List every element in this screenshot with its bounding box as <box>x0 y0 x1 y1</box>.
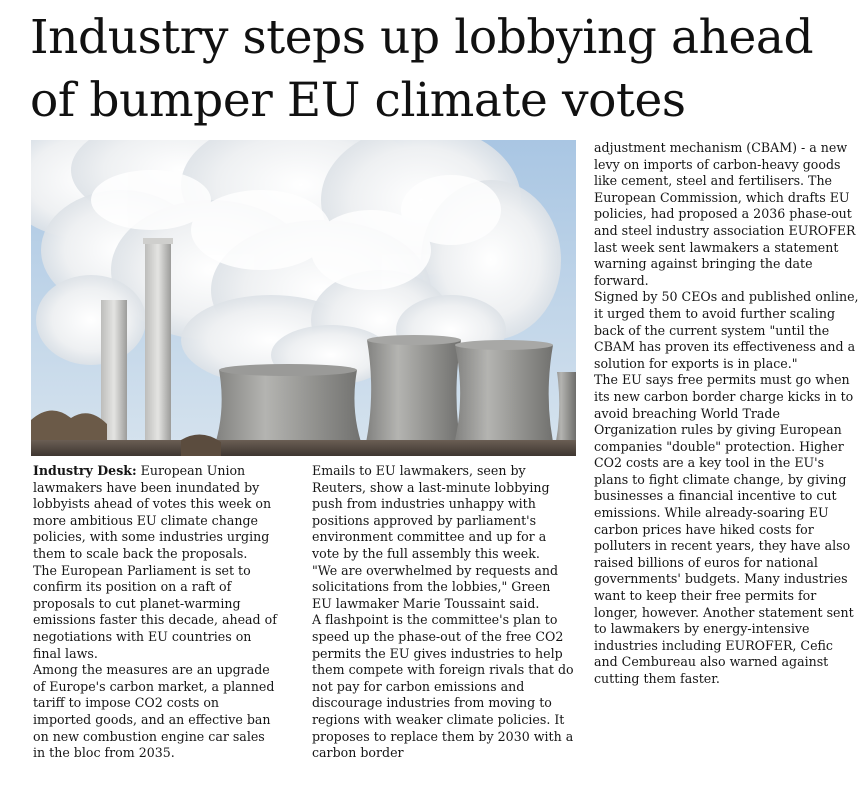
article-column-1 <box>33 463 280 762</box>
article-column-3 <box>594 140 860 688</box>
paragraph: Emails to EU lawmakers, seen by Reuters, show a last-minute lobbying push from industries unhappy with positions approved by parliament's environment committee and up for a vote by the full assembly this week. <box>312 463 550 561</box>
paragraph: Among the measures are an upgrade of Europe's carbon market, a planned tariff to impose CO2 costs on imported goods, and an effective ban on new combustion engine car sales in the bloc from 2035. <box>33 662 275 761</box>
paragraph: "We are overwhelmed by requests and solicitations from the lobbies," Green EU lawmaker Marie Toussaint said. <box>312 562 559 611</box>
power-plant-photo <box>31 140 576 456</box>
headline: Industry steps up lobbying ahead of bumper EU climate votes <box>30 10 814 128</box>
paragraph: Signed by 50 CEOs and published online, it urged them to avoid further scaling back of the current system "until the CBAM has proven its effectiveness and a solution for exports is in place." <box>594 289 859 371</box>
paragraph-text: European Union lawmakers have been inundated by lobbyists ahead of votes this week on more ambitious EU climate change policies, with some industries urging them to scale back the proposals. <box>33 463 272 561</box>
paragraph: The European Parliament is set to confirm its position on a raft of proposals to cut planet-warming emissions faster this decade, ahead of negotiations with EU countries on final laws. <box>33 562 277 661</box>
cooling-tower-3 <box>451 340 556 456</box>
paragraph <box>33 463 280 563</box>
paragraph: adjustment mechanism (CBAM) - a new levy on imports of carbon-heavy goods like cement, steel and fertilisers. The European Commission, which drafts EU policies, had proposed a 2036 phase-out and steel industry association EUROFER last week sent lawmakers a statement warning against bringing the date forward. <box>594 140 856 288</box>
paragraph: The EU says free permits must go when its new carbon border charge kicks in to avoid breaching World Trade Organization rules by giving European companies "double" protection. Higher CO2 costs are a key tool in the EU's plans to fight climate change, by giving businesses a financial incentive to cut emissions. While already-soaring EU carbon prices have hiked costs for polluters in recent years, they have also raised billions of euros for national governments' budgets. Many industries want to keep their free permits for longer, however. Another statement sent to lawmakers by energy-intensive industries including EUROFER, Cefic and Cembureau also warned against cutting them faster. <box>594 372 854 686</box>
cooling-tower-2 <box>363 335 463 456</box>
paragraph: A flashpoint is the committee's plan to speed up the phase-out of the free CO2 permits the EU gives industries to help them compete with foreign rivals that do not pay for carbon emissions and discourage industries from moving to regions with weaker climate policies. It proposes to replace them by 2030 with a carbon border <box>312 612 574 761</box>
article-column-2 <box>312 463 574 762</box>
power-plant-illustration <box>31 140 576 456</box>
chimney-tall <box>143 238 173 456</box>
byline: Industry Desk: <box>33 463 137 478</box>
